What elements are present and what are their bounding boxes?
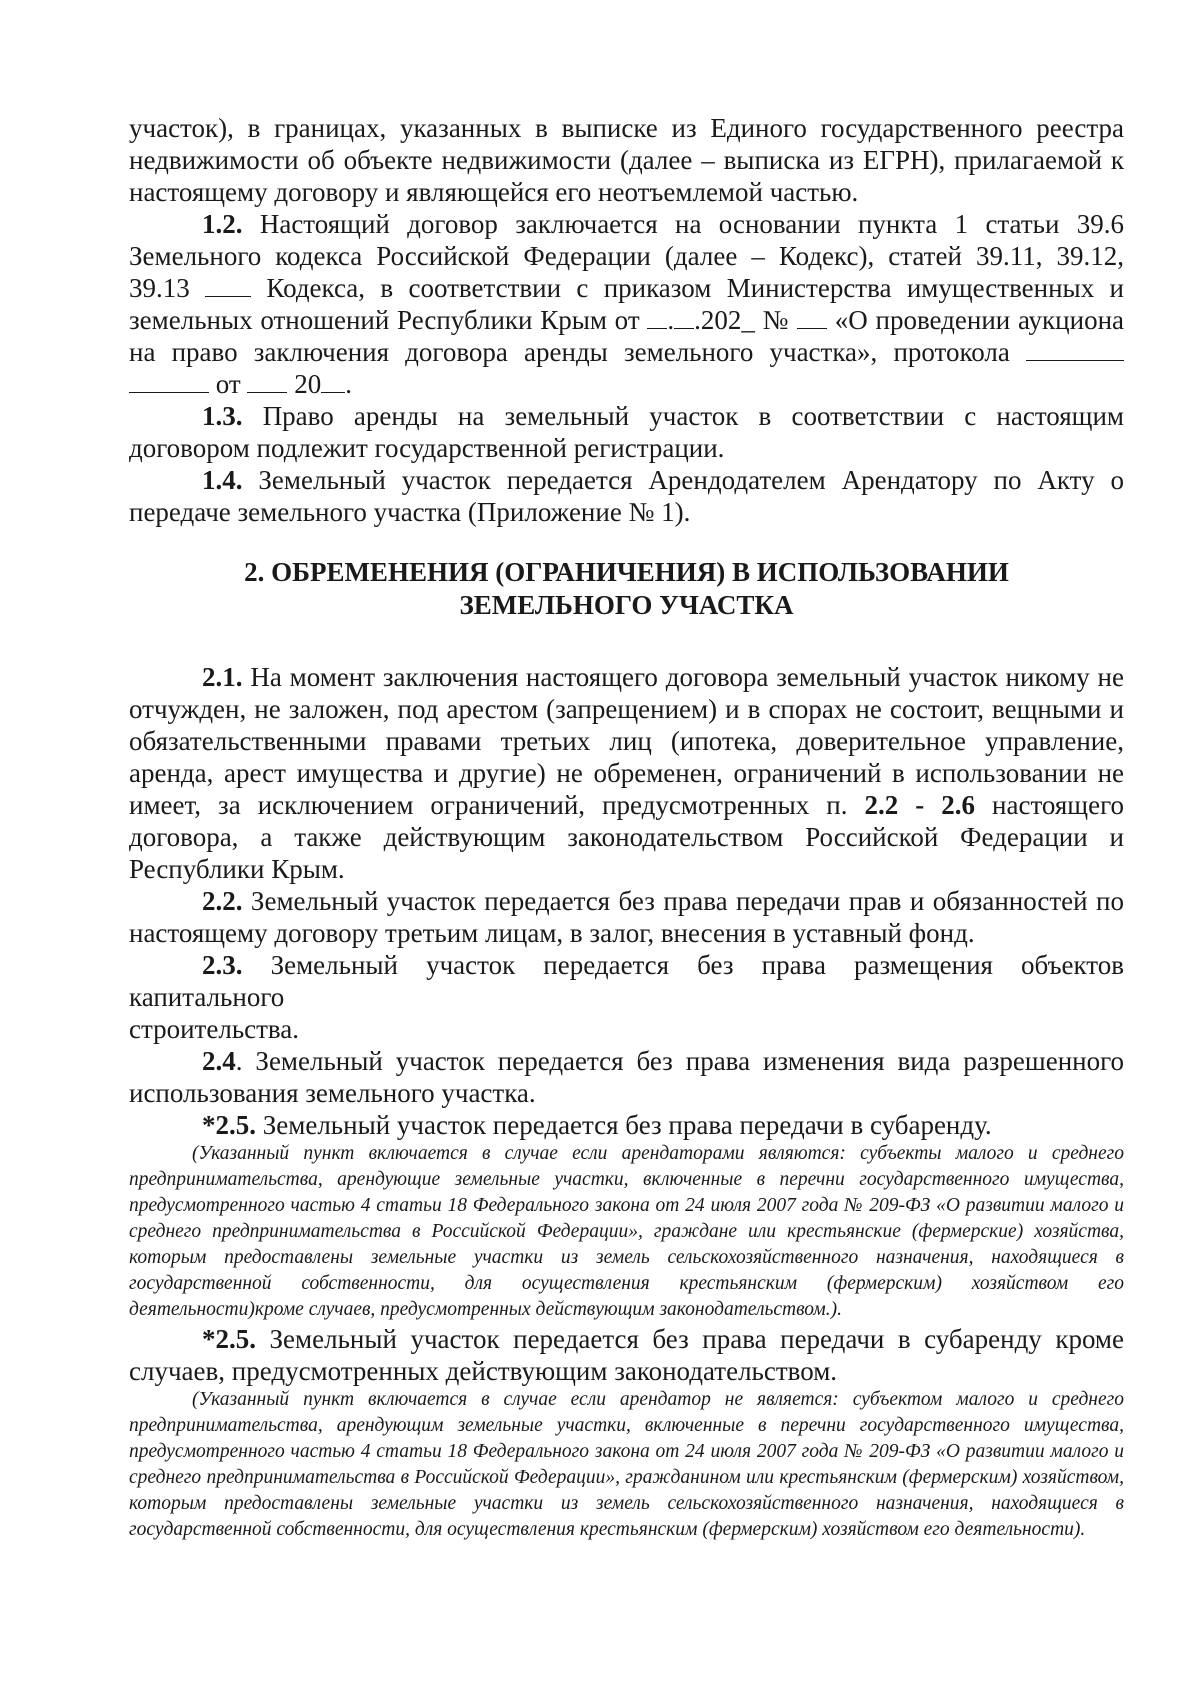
clause-text: настоящего договора, а также действующим законодательством Российской Федерации и Республики Крым. (129, 790, 1124, 884)
clause-2-5-variant-b-note (129, 1387, 1124, 1543)
clause-1-3 (129, 400, 1124, 464)
fill-blank (321, 370, 345, 393)
clause-2-2 (129, 885, 1124, 949)
clause-text: .202_ № (694, 305, 798, 335)
clause-number: 1.3. (202, 401, 243, 431)
clause-text: . (667, 305, 675, 335)
clause-text: . Земельный участок передается без права изменения вида разрешенного использования земельного участка. (129, 1046, 1124, 1108)
clause-number: 2.3. (202, 950, 243, 980)
clause-2-5-variant-a (129, 1109, 1124, 1141)
clause-text: . (345, 369, 352, 399)
clause-2-1 (129, 661, 1124, 885)
clause-2-5-variant-a-note (129, 1141, 1124, 1323)
clause-number: 2.4 (202, 1046, 236, 1076)
document-body (129, 112, 1124, 1543)
clause-number: 1.2. (202, 209, 243, 239)
fill-blank (205, 274, 251, 297)
clause-text: Земельный участок передается Арендодателем Арендатору по Акту о передаче земельного участка (Приложение № 1). (129, 465, 1124, 527)
section-heading-line: 2. ОБРЕМЕНЕНИЯ (ОГРАНИЧЕНИЯ) В ИСПОЛЬЗОВАНИИ (244, 557, 1009, 587)
fill-blank (1026, 338, 1124, 361)
clause-number: 2.2. (202, 886, 243, 916)
clause-2-3 (129, 949, 1124, 1013)
clause-text: Земельный участок передается без права передачи прав и обязанностей по настоящему договору третьим лицам, в залог, внесения в уставный фонд. (129, 886, 1124, 948)
clause-text: «О проведении аукциона на право заключения договора аренды земельного участка», протокола (129, 305, 1125, 367)
fill-blank (247, 370, 287, 393)
clause-text: Кодекса, в соответствии с приказом Министерства имущественных и земельных отношений Республики Крым от (129, 273, 1124, 335)
fill-blank (647, 306, 667, 329)
clause-1-4 (129, 464, 1124, 528)
fill-blank (797, 306, 827, 329)
clause-number: *2.5. (202, 1110, 256, 1140)
clause-text: Настоящий договор заключается на основании пункта 1 статьи 39.6 Земельного кодекса Российской Федерации (далее – Кодекс), статей 39.11, 39.12, 39.13 (129, 209, 1124, 303)
note-text: (Указанный пункт включается в случае если арендатор не является: субъектом малого и среднего предпринимательства, арендующим земельные участки, включенные в перечни государственного имущества, предусмотренного частью 4 статьи 18 Федерального закона от 24 июля 2007 года № 209-ФЗ «О развитии малого и среднего предпринимательства в Российской Федерации», гражданином или крестьянским (фермерским) хозяйством, которым предоставлены земельные участки из земель сельскохозяйственного назначения, находящиеся в государственной собственности, для осуществления крестьянским (фермерским) хозяйством его деятельности). (129, 1389, 1124, 1540)
clause-text: Земельный участок передается без права передачи в субаренду. (256, 1110, 992, 1140)
clause-number: *2.5. (202, 1324, 256, 1354)
clause-text: Право аренды на земельный участок в соответствии с настоящим договором подлежит государственной регистрации. (129, 401, 1124, 463)
clause-text: 20 (287, 369, 322, 399)
clause-number: 2.1. (202, 662, 243, 692)
clause-2-3-continuation (129, 1013, 1124, 1045)
clause-text: от (209, 369, 248, 399)
clause-2-4 (129, 1045, 1124, 1109)
clause-2-5-variant-b (129, 1323, 1124, 1387)
section-2-heading (129, 556, 1124, 622)
clause-1-2 (129, 208, 1124, 400)
fill-blank (129, 370, 209, 393)
fill-blank (674, 306, 694, 329)
clause-text: строительства. (129, 1014, 300, 1044)
intro-text: участок), в границах, указанных в выписке из Единого государственного реестра недвижимости об объекте недвижимости (далее – выписка из ЕГРН), прилагаемой к настоящему договору и являющейся его неотъемлемой частью. (129, 113, 1124, 207)
clause-text: Земельный участок передается без права передачи в субаренду кроме случаев, предусмотренных действующим законодательством. (129, 1324, 1124, 1386)
clause-reference: 2.2 - 2.6 (864, 790, 976, 820)
clause-text: Земельный участок передается без права размещения объектов капитального (129, 950, 1124, 1012)
clause-text: На момент заключения настоящего договора земельный участок никому не отчужден, не заложен, под арестом (запрещением) и в спорах не состоит, вещными и обязательственными правами третьих лиц (ипотека, доверительное управление, аренда, арест имущества и другие) не обременен, ограничений в использовании не имеет, за исключением ограничений, предусмотренных п. (129, 662, 1124, 820)
clause-number: 1.4. (202, 465, 243, 495)
section-heading-line: ЗЕМЕЛЬНОГО УЧАСТКА (459, 590, 794, 620)
intro-paragraph (129, 112, 1124, 208)
note-text: (Указанный пункт включается в случае если арендаторами являются: субъекты малого и среднего предпринимательства, арендующие земельные участки, включенные в перечни государственного имущества, предусмотренного частью 4 статьи 18 Федерального закона от 24 июля 2007 года № 209-ФЗ «О развитии малого и среднего предпринимательства в Российской Федерации», граждане или крестьянские (фермерские) хозяйства, которым предоставлены земельные участки из земель сельскохозяйственного назначения, находящиеся в государственной собственности, для осуществления крестьянским (фермерским) хозяйством его деятельности)кроме случаев, предусмотренных действующим законодательством.). (129, 1143, 1124, 1320)
